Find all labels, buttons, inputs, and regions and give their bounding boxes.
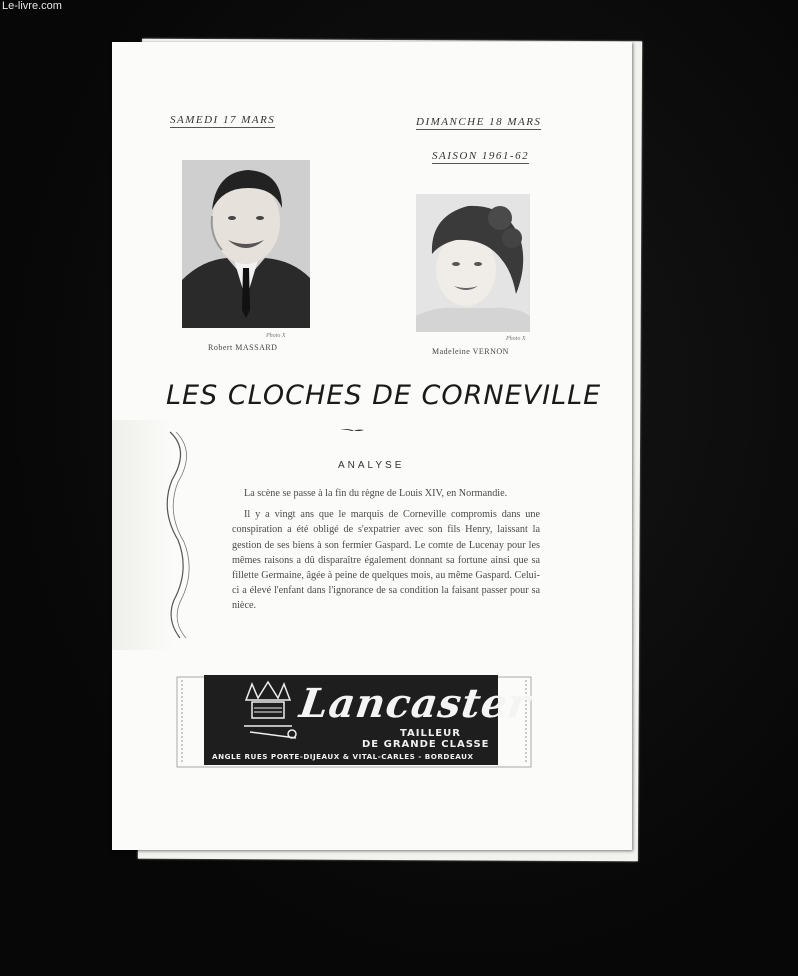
decorative-curve-border	[160, 430, 220, 640]
artist-name-left: Robert MASSARD	[208, 343, 278, 352]
date-saturday: SAMEDI 17 MARS	[170, 114, 276, 126]
title-ornament-icon	[340, 428, 364, 432]
ad-address: ANGLE RUES PORTE-DIJEAUX & VITAL-CARLES - BORDEAUX	[212, 752, 474, 761]
ad-tagline-class: DE GRANDE CLASSE	[362, 739, 490, 750]
analysis-text	[232, 486, 540, 620]
crown-scissors-icon	[236, 678, 300, 744]
site-watermark: Le-livre.com	[2, 0, 62, 12]
portrait-woman-image	[416, 194, 530, 332]
analysis-heading: ANALYSE	[338, 460, 405, 471]
photo-credit-right: Photo X	[506, 336, 526, 342]
photo-credit-left: Photo X	[266, 333, 286, 339]
artist-name-right: Madeleine VERNON	[432, 347, 509, 356]
date-sunday: DIMANCHE 18 MARS	[416, 116, 542, 128]
portrait-photo-left	[182, 160, 310, 328]
ad-brand-name: Lancaster	[296, 680, 534, 727]
analysis-paragraph: La scène se passe à la fin du règne de Louis XIV, en Normandie.	[244, 488, 508, 499]
portrait-man-image	[182, 160, 310, 328]
analysis-paragraph: Il y a vingt ans que le marquis de Corneville compromis dans une conspiration a été obligé de s'expatrier avec son fils Henry, laissant la gestion de ses biens à son fermier Gaspard. Le comte de Lucenay pour les mêmes raisons a dû disparaître également donnant sa fortune ainsi que sa fillette Germaine, âgée à peine de quelques mois, au même Gaspard. Celui-ci a élevé l'enfant dans l'ignorance de sa condition la faisant passer pour sa nièce.	[232, 509, 540, 612]
ad-tagline-tailleur: TAILLEUR	[400, 728, 461, 739]
portrait-photo-right	[416, 194, 530, 332]
season-label: SAISON 1961-62	[432, 150, 530, 162]
show-title: LES CLOCHES DE CORNEVILLE	[166, 380, 602, 411]
